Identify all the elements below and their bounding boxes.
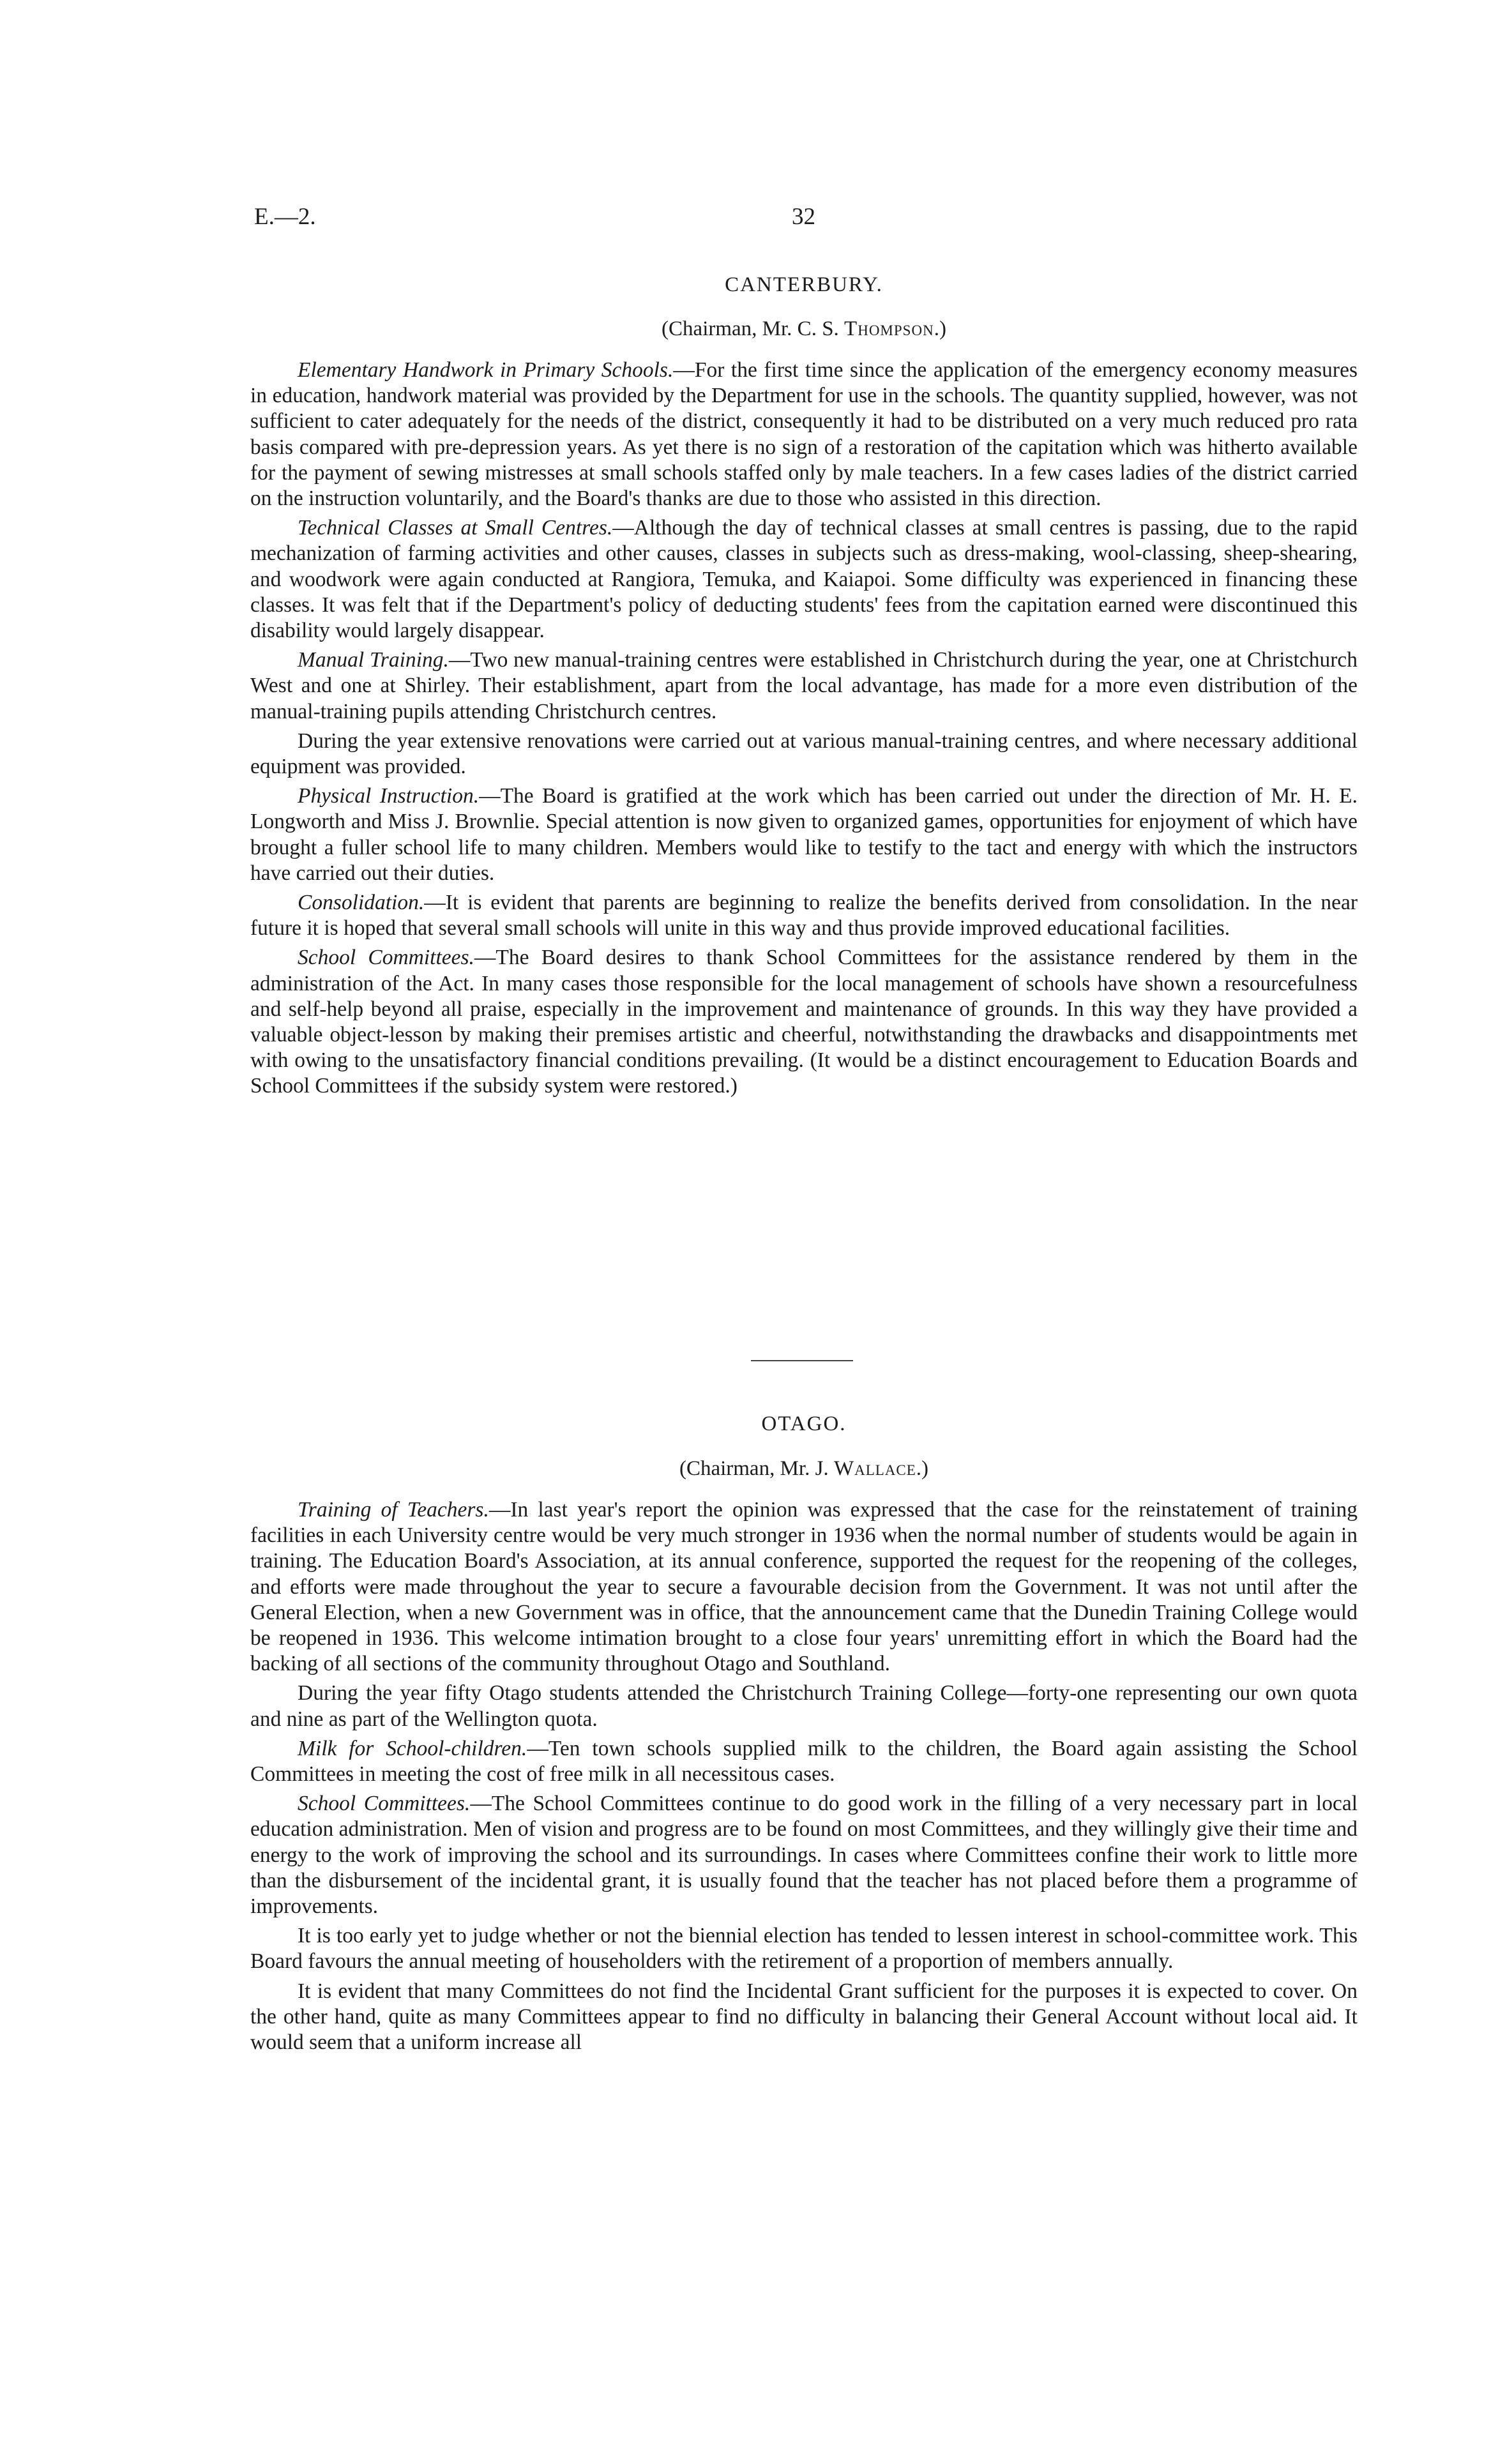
paragraph: During the year fifty Otago students attended the Christchurch Training College—forty-one representing our own quota and nine as part of the Wellington quota. — [250, 1681, 1358, 1731]
paragraph-heading: Training of Teachers. — [298, 1498, 489, 1522]
paragraph-heading: School Committees. — [298, 1792, 471, 1816]
paragraph-heading: Technical Classes at Small Centres. — [298, 516, 613, 540]
paragraph-heading: Physical Instruction. — [298, 784, 480, 808]
paragraph: School Committees.—The School Committees continue to do good work in the filling of a very necessary part in local education administration. Men of vision and progress are to be found on most Committees, and they willingly give their time and energy to the work of improving the school and its surroundings. In cases where Committees confine their work to little more than the disbursement of the incidental grant, it is usually found that the teacher has not placed before them a programme of improvements. — [250, 1792, 1358, 1919]
section-title-canterbury: CANTERBURY. — [725, 273, 883, 296]
paragraph: Training of Teachers.—In last year's report the opinion was expressed that the case for the reinstatement of training facilities in each University centre would be very much stronger in 1936 when the normal number of students would be again in training. The Education Board's Association, at its annual conference, supported the request for the reopening of the colleges, and efforts were made throughout the year to secure a favourable decision from the Government. It was not until after the General Election, when a new Government was in office, that the announcement came that the Dunedin Training College would be reopened in 1936. This welcome intimation brought to a close four years' unremitting effort in which the Board had the backing of all sections of the community throughout Otago and Southland. — [250, 1498, 1358, 1676]
paragraph-heading: School Committees. — [298, 946, 474, 970]
paragraph-heading: Milk for School-children. — [298, 1736, 527, 1760]
paragraph: Milk for School-children.—Ten town schools supplied milk to the children, the Board again assisting the School Committees in meeting the cost of free milk in all necessitous cases. — [250, 1736, 1358, 1787]
otago-body — [250, 1497, 1358, 2059]
paragraph: Elementary Handwork in Primary Schools.—For the first time since the application of the emergency economy measures in education, handwork material was provided by the Department for use in the schools. The quantity supplied, however, was not sufficient to cater adequately for the needs of the district, consequently it had to be distributed on a very much reduced pro rata basis compared with pre-depression years. As yet there is no sign of a restoration of the capitation which was hitherto available for the payment of sewing mistresses at small schools staffed only by male teachers. In a few cases ladies of the district carried on the instruction voluntarily, and the Board's thanks are due to those who assisted in this direction. — [250, 358, 1358, 511]
chairman-line-canterbury: (Chairman, Mr. C. S. Thompson.) — [662, 317, 946, 340]
canterbury-body — [250, 358, 1358, 1103]
chairman-name: Wallace — [833, 1457, 916, 1480]
page-header — [250, 203, 1358, 241]
chairman-line-otago: (Chairman, Mr. J. Wallace.) — [679, 1457, 929, 1480]
paragraph-heading: Manual Training. — [298, 648, 449, 672]
paragraph: Consolidation.—It is evident that parents are beginning to realize the benefits derived from consolidation. In the near future it is hoped that several small schools will unite in this way and thus provide improved educational facilities. — [250, 891, 1358, 941]
paragraph: It is too early yet to judge whether or not the biennial election has tended to lessen interest in school-committee work. This Board favours the annual meeting of householders with the retirement of a proportion of members annually. — [250, 1924, 1358, 1974]
paragraph: School Committees.—The Board desires to thank School Committees for the assistance rendered by them in the administration of the Act. In many cases those responsible for the local management of schools have shown a resourcefulness and self-help beyond all praise, especially in the improvement and maintenance of grounds. In this way they have provided a valuable object-lesson by making their premises artistic and cheerful, notwithstanding the drawbacks and disappointments met with owing to the unsatisfactory financial conditions prevailing. (It would be a distinct encouragement to Education Boards and School Committees if the subsidy system were restored.) — [250, 946, 1358, 1098]
paragraph: Manual Training.—Two new manual-training centres were established in Christchurch during the year, one at Christchurch West and one at Shirley. Their establishment, apart from the local advantage, has made for a more even distribution of the manual-training pupils attending Christchurch centres. — [250, 648, 1358, 723]
paragraph: Technical Classes at Small Centres.—Although the day of technical classes at small centres is passing, due to the rapid mechanization of farming activities and other causes, classes in subjects such as dress-making, wool-classing, sheep-shearing, and woodwork were again conducted at Rangiora, Temuka, and Kaiapoi. Some difficulty was experienced in financing these classes. It was felt that if the Department's policy of deducting students' fees from the capitation earned were discontinued this disability would largely disappear. — [250, 516, 1358, 643]
chairman-name: Thompson — [844, 317, 934, 340]
page-number: 32 — [792, 204, 815, 230]
paragraph: It is evident that many Committees do not find the Incidental Grant sufficient for the purposes it is expected to cover. On the other hand, quite as many Committees appear to find no difficulty in balancing their General Account without local aid. It would seem that a uniform increase all — [250, 1979, 1358, 2055]
document-reference: E.—2. — [254, 204, 316, 230]
paragraph: During the year extensive renovations were carried out at various manual-training centres, and where necessary additional equipment was provided. — [250, 729, 1358, 779]
paragraph-heading: Elementary Handwork in Primary Schools. — [298, 358, 674, 382]
section-divider — [751, 1360, 853, 1361]
section-title-otago: OTAGO. — [761, 1412, 847, 1435]
paragraph: Physical Instruction.—The Board is gratified at the work which has been carried out under the direction of Mr. H. E. Longworth and Miss J. Brownlie. Special attention is now given to organized games, opportunities for enjoyment of which have brought a fuller school life to many children. Members would like to testify to the tact and energy with which the instructors have carried out their duties. — [250, 784, 1358, 885]
paragraph-heading: Consolidation. — [298, 891, 425, 915]
